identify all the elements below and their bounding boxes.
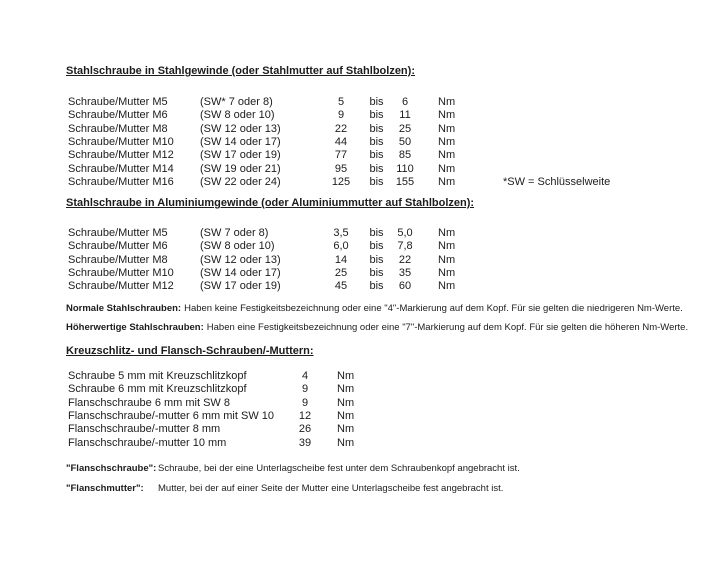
row-torque-min: 25 bbox=[334, 266, 348, 279]
unit-label: Nm bbox=[438, 162, 456, 175]
row-name: Flanschschraube/-mutter 10 mm bbox=[68, 436, 227, 449]
row-name: Flanschschraube 6 mm mit SW 8 bbox=[68, 396, 230, 409]
row-torque-min: 3,5 bbox=[333, 227, 349, 239]
range-word: bis bbox=[369, 280, 384, 293]
unit-label: Nm bbox=[438, 227, 456, 239]
note-text: Haben keine Festigkeitsbezeichnung oder eine "4"-Markierung auf dem Kopf. Für sie gelten die niedrigeren Nm-Werte. bbox=[184, 303, 683, 314]
unit-label: Nm bbox=[438, 122, 456, 135]
row-wrench-size: (SW 12 oder 13) bbox=[200, 253, 281, 266]
row-name: Schraube/Mutter M12 bbox=[68, 149, 174, 162]
footnote-flanschschraube bbox=[66, 463, 686, 475]
row-name: Schraube/Mutter M8 bbox=[68, 253, 168, 266]
table-row bbox=[68, 176, 478, 189]
section-heading-steel: Stahlschraube in Stahlgewinde (oder Stahlmutter auf Stahlbolzen): bbox=[66, 65, 415, 77]
table-row bbox=[68, 254, 478, 267]
range-word: bis bbox=[369, 135, 384, 148]
table-row bbox=[68, 267, 478, 280]
row-torque-min: 44 bbox=[334, 135, 348, 148]
range-word: bis bbox=[369, 96, 384, 108]
note-label: Normale Stahlschrauben: bbox=[66, 303, 182, 314]
table-row bbox=[68, 423, 375, 436]
row-torque-min: 9 bbox=[337, 109, 345, 122]
note-text: Haben eine Festigkeitsbezeichnung oder eine "7"-Markierung auf dem Kopf. Für sie gelten die höheren Nm-Werte. bbox=[206, 322, 689, 333]
row-torque-min: 22 bbox=[334, 122, 348, 135]
unit-label: Nm bbox=[337, 436, 355, 449]
row-wrench-size: (SW 8 oder 10) bbox=[200, 109, 275, 122]
unit-label: Nm bbox=[337, 370, 355, 382]
table-row bbox=[68, 437, 375, 450]
row-name: Schraube/Mutter M14 bbox=[68, 162, 174, 175]
unit-label: Nm bbox=[337, 409, 355, 422]
section-heading-flange: Kreuzschlitz- und Flansch-Schrauben/-Muttern: bbox=[66, 345, 314, 357]
table-row bbox=[68, 370, 375, 383]
row-name: Schraube/Mutter M16 bbox=[68, 175, 174, 188]
note-normale-stahlschrauben bbox=[66, 303, 683, 315]
table-row bbox=[68, 96, 478, 109]
row-wrench-size: (SW 17 oder 19) bbox=[200, 280, 281, 293]
footnote-label: "Flanschschraube": bbox=[66, 463, 157, 474]
sw-abbreviation-note: *SW = Schlüsselweite bbox=[503, 176, 611, 188]
row-name: Schraube/Mutter M10 bbox=[68, 266, 174, 279]
row-torque-value: 9 bbox=[301, 383, 309, 396]
row-torque-min: 95 bbox=[334, 162, 348, 175]
row-torque-value: 4 bbox=[301, 370, 309, 382]
row-torque-max: 110 bbox=[396, 162, 414, 175]
row-torque-min: 125 bbox=[331, 175, 351, 188]
table-row bbox=[68, 280, 478, 293]
table-row bbox=[68, 163, 478, 176]
range-word: bis bbox=[369, 253, 384, 266]
row-name: Schraube/Mutter M5 bbox=[68, 96, 168, 108]
unit-label: Nm bbox=[337, 396, 355, 409]
row-name: Flanschschraube/-mutter 6 mm mit SW 10 bbox=[68, 409, 275, 422]
row-wrench-size: (SW* 7 oder 8) bbox=[200, 96, 273, 108]
row-torque-value: 9 bbox=[301, 396, 309, 409]
unit-label: Nm bbox=[438, 149, 456, 162]
row-torque-max: 6 bbox=[401, 96, 409, 108]
row-torque-min: 45 bbox=[334, 280, 348, 293]
footnote-text: Mutter, bei der auf einer Seite der Mutter eine Unterlagscheibe fest angebracht ist. bbox=[158, 483, 504, 494]
row-name: Schraube 6 mm mit Kreuzschlitzkopf bbox=[68, 383, 247, 396]
range-word: bis bbox=[369, 162, 384, 175]
table-row bbox=[68, 410, 375, 423]
table-row bbox=[68, 109, 478, 122]
unit-label: Nm bbox=[438, 253, 456, 266]
row-torque-max: 60 bbox=[398, 280, 412, 293]
row-wrench-size: (SW 19 oder 21) bbox=[200, 162, 281, 175]
table-row bbox=[68, 149, 478, 162]
row-torque-value: 26 bbox=[298, 423, 312, 436]
row-wrench-size: (SW 14 oder 17) bbox=[200, 266, 281, 279]
unit-label: Nm bbox=[438, 96, 456, 108]
row-torque-min: 5 bbox=[337, 96, 345, 108]
row-torque-min: 14 bbox=[334, 253, 348, 266]
row-torque-max: 25 bbox=[398, 122, 412, 135]
row-torque-value: 39 bbox=[298, 436, 312, 449]
row-name: Schraube/Mutter M8 bbox=[68, 122, 168, 135]
range-word: bis bbox=[369, 109, 384, 122]
torque-table-steel bbox=[68, 96, 478, 189]
unit-label: Nm bbox=[438, 266, 456, 279]
unit-label: Nm bbox=[438, 135, 456, 148]
unit-label: Nm bbox=[438, 175, 456, 188]
row-torque-max: 11 bbox=[399, 109, 411, 122]
torque-table-aluminium bbox=[68, 227, 478, 294]
footnote-text: Schraube, bei der eine Unterlagscheibe fest unter dem Schraubenkopf angebracht ist. bbox=[158, 463, 520, 474]
row-torque-max: 155 bbox=[395, 175, 415, 188]
row-torque-max: 35 bbox=[398, 266, 412, 279]
unit-label: Nm bbox=[438, 240, 456, 253]
row-name: Schraube/Mutter M5 bbox=[68, 227, 168, 239]
table-row bbox=[68, 136, 478, 149]
unit-label: Nm bbox=[337, 423, 355, 436]
section-heading-aluminium: Stahlschraube in Aluminiumgewinde (oder Aluminiummutter auf Stahlbolzen): bbox=[66, 197, 475, 209]
range-word: bis bbox=[369, 149, 384, 162]
table-row bbox=[68, 227, 478, 240]
table-row bbox=[68, 383, 375, 396]
note-label: Höherwertige Stahlschrauben: bbox=[66, 322, 204, 333]
row-torque-max: 85 bbox=[398, 149, 412, 162]
unit-label: Nm bbox=[438, 280, 456, 293]
row-name: Schraube/Mutter M6 bbox=[68, 240, 168, 253]
row-wrench-size: (SW 17 oder 19) bbox=[200, 149, 281, 162]
table-row bbox=[68, 123, 478, 136]
footnote-flanschmutter bbox=[66, 483, 686, 495]
row-torque-max: 5,0 bbox=[397, 227, 413, 239]
row-wrench-size: (SW 12 oder 13) bbox=[200, 122, 281, 135]
row-wrench-size: (SW 7 oder 8) bbox=[200, 227, 269, 239]
range-word: bis bbox=[369, 122, 384, 135]
table-row bbox=[68, 397, 375, 410]
row-wrench-size: (SW 14 oder 17) bbox=[200, 135, 281, 148]
row-torque-min: 77 bbox=[334, 149, 348, 162]
row-torque-max: 50 bbox=[398, 135, 412, 148]
flange-table bbox=[68, 370, 375, 450]
unit-label: Nm bbox=[438, 109, 456, 122]
row-name: Schraube/Mutter M12 bbox=[68, 280, 174, 293]
note-hoeherwertige-stahlschrauben bbox=[66, 322, 688, 334]
row-wrench-size: (SW 8 oder 10) bbox=[200, 240, 275, 253]
row-name: Flanschschraube/-mutter 8 mm bbox=[68, 423, 221, 436]
row-name: Schraube/Mutter M10 bbox=[68, 135, 174, 148]
table-row bbox=[68, 240, 478, 253]
row-torque-max: 22 bbox=[398, 253, 412, 266]
footnote-label: "Flanschmutter": bbox=[66, 483, 144, 494]
row-torque-min: 6,0 bbox=[333, 240, 349, 253]
range-word: bis bbox=[369, 240, 384, 253]
range-word: bis bbox=[369, 227, 384, 239]
row-name: Schraube/Mutter M6 bbox=[68, 109, 168, 122]
range-word: bis bbox=[369, 175, 384, 188]
unit-label: Nm bbox=[337, 383, 355, 396]
range-word: bis bbox=[369, 266, 384, 279]
row-name: Schraube 5 mm mit Kreuzschlitzkopf bbox=[68, 370, 247, 382]
row-wrench-size: (SW 22 oder 24) bbox=[200, 175, 281, 188]
row-torque-max: 7,8 bbox=[397, 240, 413, 253]
row-torque-value: 12 bbox=[298, 409, 312, 422]
